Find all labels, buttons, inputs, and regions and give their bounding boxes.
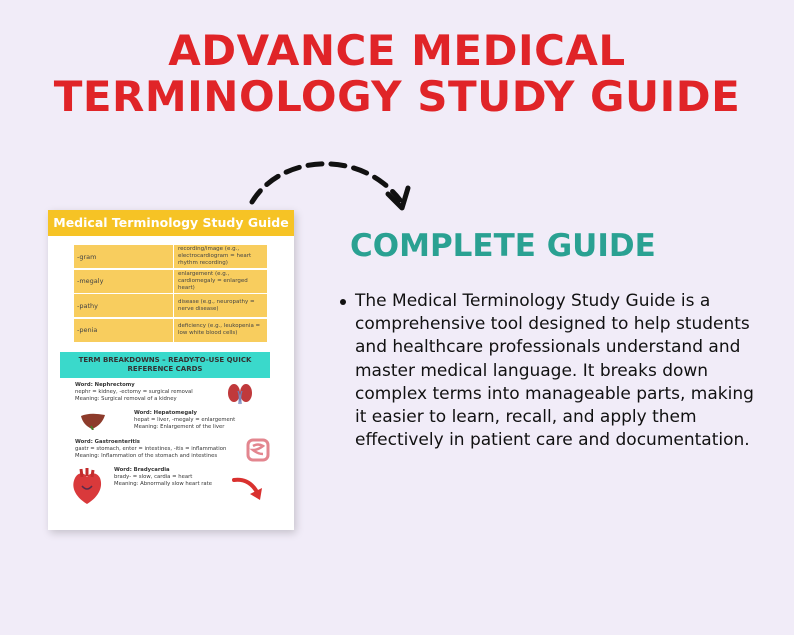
- card-parts: nephr = kidney, -ectomy = surgical removal: [75, 389, 193, 395]
- card-word: Word: Nephrectomy: [75, 382, 135, 388]
- card-hepatomegaly: [134, 410, 235, 431]
- complete-guide-heading: COMPLETE GUIDE: [350, 228, 656, 264]
- card-word: Word: Gastroenteritis: [75, 439, 140, 445]
- suffix-table: [74, 245, 267, 343]
- main-title: [0, 28, 794, 120]
- description-text: The Medical Terminology Study Guide is a comprehensive tool designed to help students and healthcare professionals understand and master medical language. It breaks down complex terms into manageable parts, making it easier to learn, recall, and apply them effectively in patient care and documentation.: [355, 291, 754, 451]
- card-nephrectomy: [75, 382, 193, 403]
- heart-icon: [70, 466, 104, 506]
- meaning-cell: disease (e.g., neuropathy = nerve disease): [174, 294, 267, 317]
- term-breakdowns-band: TERM BREAKDOWNS – READY-TO-USE QUICK REFERENCE CARDS: [60, 352, 270, 378]
- table-row: [74, 319, 267, 342]
- bullet-dot-icon: [340, 299, 346, 305]
- suffix-cell: -gram: [74, 245, 173, 268]
- card-meaning: Meaning: Abnormally slow heart rate: [114, 481, 212, 487]
- table-row: [74, 294, 267, 317]
- title-line-2: TERMINOLOGY STUDY GUIDE: [53, 72, 741, 121]
- kidneys-icon: [226, 381, 254, 405]
- suffix-cell: -megaly: [74, 270, 173, 293]
- liver-icon: [80, 412, 106, 430]
- card-word: Word: Hepatomegaly: [134, 410, 197, 416]
- suffix-cell: -pathy: [74, 294, 173, 317]
- meaning-cell: deficiency (e.g., leukopenia = low white blood cells): [174, 319, 267, 342]
- suffix-cell: -penia: [74, 319, 173, 342]
- card-meaning: Meaning: Surgical removal of a kidney: [75, 396, 177, 402]
- card-meaning: Meaning: Enlargement of the liver: [134, 424, 225, 430]
- card-parts: brady- = slow, cardia = heart: [114, 474, 193, 480]
- title-line-1: ADVANCE MEDICAL: [168, 26, 626, 75]
- card-gastroenteritis: [75, 439, 226, 460]
- card-parts: hepat = liver, -megaly = enlargement: [134, 417, 236, 423]
- meaning-cell: recording/image (e.g., electrocardiogram = heart rhythm recording): [174, 245, 267, 268]
- card-meaning: Meaning: Inflammation of the stomach and intestines: [75, 453, 218, 459]
- table-row: [74, 270, 267, 293]
- card-word: Word: Bradycardia: [114, 467, 170, 473]
- table-row: [74, 245, 267, 268]
- description-bullet: [340, 290, 760, 452]
- card-bradycardia: [114, 467, 212, 488]
- red-arrow-icon: [232, 476, 266, 504]
- preview-header: Medical Terminology Study Guide: [48, 210, 294, 236]
- intestines-icon: [246, 438, 270, 462]
- meaning-cell: enlargement (e.g., cardiomegaly = enlarged heart): [174, 270, 267, 293]
- card-parts: gastr = stomach, enter = intestines, -itis = inflammation: [75, 446, 227, 452]
